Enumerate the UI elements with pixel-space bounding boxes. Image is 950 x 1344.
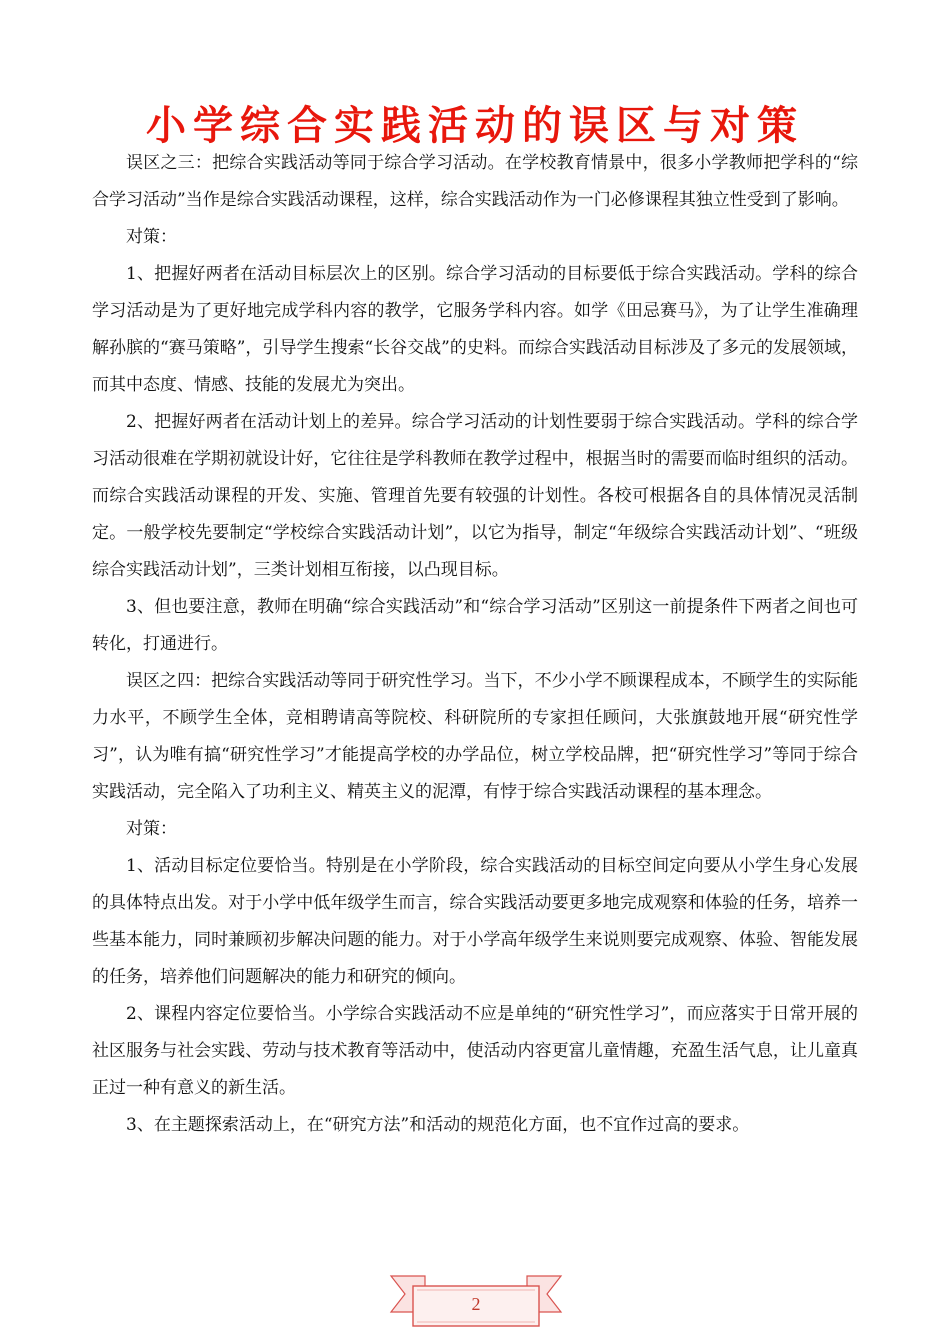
paragraph: 误区之四：把综合实践活动等同于研究性学习。当下，不少小学不顾课程成本，不顾学生的实际能力水平，不顾学生全体，竞相聘请高等院校、科研院所的专家担任顾问，大张旗鼓地开展“研究性学习”，认为唯有搞“研究性学习”才能提高学校的办学品位，树立学校品牌，把“研究性学习”等同于综合实践活动，完全陷入了功利主义、精英主义的泥潭，有悖于综合实践活动课程的基本理念。 — [92, 671, 858, 802]
paragraph: 2、课程内容定位要恰当。小学综合实践活动不应是单纯的“研究性学习”，而应落实于日常开展的社区服务与社会实践、劳动与技术教育等活动中，使活动内容更富儿童情趣，充盈生活气息，让儿童真正过一种有意义的新生活。 — [92, 1004, 858, 1098]
paragraph: 对策： — [126, 227, 177, 247]
page-title: 小学综合实践活动的误区与对策 — [146, 103, 804, 149]
page-footer — [385, 1262, 567, 1338]
paragraph: 对策： — [126, 819, 177, 839]
document-body — [92, 145, 858, 1144]
paragraph: 误区之三：把综合实践活动等同于综合学习活动。在学校教育情景中，很多小学教师把学科的“综合学习活动”当作是综合实践活动课程，这样，综合实践活动作为一门必修课程其独立性受到了影响。 — [92, 153, 858, 210]
paragraph: 3、在主题探索活动上，在“研究方法”和活动的规范化方面，也不宜作过高的要求。 — [126, 1115, 750, 1135]
paragraph: 2、把握好两者在活动计划上的差异。综合学习活动的计划性要弱于综合实践活动。学科的综合学习活动很难在学期初就设计好，它往往是学科教师在教学过程中，根据当时的需要而临时组织的活动。而综合实践活动课程的开发、实施、管理首先要有较强的计划性。各校可根据各自的具体情况灵活制定。一般学校先要制定“学校综合实践活动计划”，以它为指导，制定“年级综合实践活动计划”、“班级综合实践活动计划”，三类计划相互衔接，以凸现目标。 — [92, 412, 858, 580]
paragraph: 3、但也要注意，教师在明确“综合实践活动”和“综合学习活动”区别这一前提条件下两者之间也可转化，打通进行。 — [92, 597, 858, 654]
page-number: 2 — [471, 1294, 481, 1314]
paragraph: 1、把握好两者在活动目标层次上的区别。综合学习活动的目标要低于综合实践活动。学科的综合学习活动是为了更好地完成学科内容的教学，它服务学科内容。如学《田忌赛马》，为了让学生准确理解孙膑的“赛马策略”，引导学生搜索“长谷交战”的史料。而综合实践活动目标涉及了多元的发展领域，而其中态度、情感、技能的发展尤为突出。 — [92, 264, 858, 395]
paragraph: 1、活动目标定位要恰当。特别是在小学阶段，综合实践活动的目标空间定向要从小学生身心发展的具体特点出发。对于小学中低年级学生而言，综合实践活动要更多地完成观察和体验的任务，培养一些基本能力，同时兼顾初步解决问题的能力。对于小学高年级学生来说则要完成观察、体验、智能发展的任务，培养他们问题解决的能力和研究的倾向。 — [92, 856, 858, 987]
